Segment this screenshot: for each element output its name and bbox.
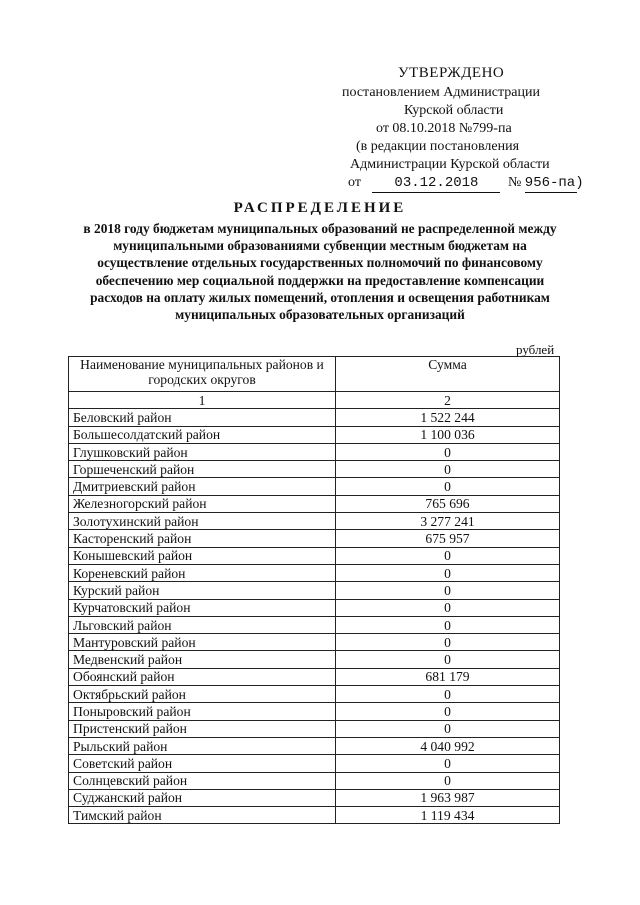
district-sum-cell: 0 <box>336 686 560 703</box>
district-name-cell: Пристенский район <box>69 720 336 737</box>
district-sum-cell: 0 <box>336 443 560 460</box>
document-subtitle: в 2018 году бюджетам муниципальных образований не распределенной между муниципальными образованиями субвенции местным бюджетам на осуществление отдельных государственных полномочий по финансовому обеспечению мер социальной поддержки на предоставление компенсации расходов на оплату жилых помещений, отопления и освещения работникам муниципальных образовательных организаций <box>83 221 557 323</box>
amendment-date-prefix: от <box>348 175 361 190</box>
currency-units: рублей <box>516 342 555 357</box>
approval-line-5: Администрации Курской области <box>350 157 550 172</box>
district-name-cell: Суджанский район <box>69 789 336 806</box>
district-sum-cell: 0 <box>336 478 560 495</box>
district-name-cell: Кореневский район <box>69 564 336 581</box>
document-title: РАСПРЕДЕЛЕНИЕ <box>233 200 407 216</box>
table-row <box>69 530 560 547</box>
table-header-row <box>69 357 560 392</box>
table-row <box>69 651 560 668</box>
table-row <box>69 461 560 478</box>
table-row <box>69 616 560 633</box>
district-name-cell: Советский район <box>69 755 336 772</box>
column-number-row <box>69 392 560 409</box>
table-row <box>69 409 560 426</box>
table-row <box>69 582 560 599</box>
approval-line-4: (в редакции постановления <box>356 139 520 154</box>
table-row <box>69 772 560 789</box>
district-sum-cell: 1 100 036 <box>336 426 560 443</box>
table-row <box>69 599 560 616</box>
table-row <box>69 755 560 772</box>
district-name-cell: Мантуровский район <box>69 634 336 651</box>
table-row <box>69 547 560 564</box>
district-sum-cell: 0 <box>336 720 560 737</box>
district-name-cell: Октябрьский район <box>69 686 336 703</box>
table-row <box>69 495 560 512</box>
district-name-cell: Железногорский район <box>69 495 336 512</box>
district-sum-cell: 0 <box>336 599 560 616</box>
district-sum-cell: 0 <box>336 755 560 772</box>
approval-title: УТВЕРЖДЕНО <box>398 65 505 81</box>
district-name-cell: Льговский район <box>69 616 336 633</box>
table-row <box>69 426 560 443</box>
table-row <box>69 634 560 651</box>
district-name-cell: Курчатовский район <box>69 599 336 616</box>
table-row <box>69 686 560 703</box>
table-row <box>69 443 560 460</box>
district-name-cell: Касторенский район <box>69 530 336 547</box>
distribution-table <box>68 356 560 824</box>
table-row <box>69 478 560 495</box>
district-name-cell: Солнцевский район <box>69 772 336 789</box>
amendment-number-label: № <box>507 175 522 190</box>
district-name-cell: Золотухинский район <box>69 513 336 530</box>
district-sum-cell: 0 <box>336 651 560 668</box>
table-row <box>69 564 560 581</box>
table-row <box>69 720 560 737</box>
table-row <box>69 789 560 806</box>
district-sum-cell: 1 963 987 <box>336 789 560 806</box>
table-row <box>69 513 560 530</box>
approval-line-6 <box>348 174 584 193</box>
table-row <box>69 703 560 720</box>
table-row <box>69 737 560 754</box>
district-sum-cell: 0 <box>336 582 560 599</box>
district-sum-cell: 3 277 241 <box>336 513 560 530</box>
district-sum-cell: 675 957 <box>336 530 560 547</box>
column-number-2: 2 <box>336 392 560 409</box>
district-sum-cell: 4 040 992 <box>336 737 560 754</box>
district-name-cell: Рыльский район <box>69 737 336 754</box>
approval-line-1: постановлением Администрации <box>342 85 540 100</box>
district-sum-cell: 0 <box>336 461 560 478</box>
district-sum-cell: 1 119 434 <box>336 807 560 824</box>
district-sum-cell: 0 <box>336 634 560 651</box>
district-name-cell: Курский район <box>69 582 336 599</box>
district-name-cell: Медвенский район <box>69 651 336 668</box>
table-row <box>69 807 560 824</box>
table-body <box>69 409 560 824</box>
district-name-cell: Обоянский район <box>69 668 336 685</box>
district-name-cell: Большесолдатский район <box>69 426 336 443</box>
district-name-cell: Глушковский район <box>69 443 336 460</box>
header-name-cell: Наименование муниципальных районов и городских округов <box>69 357 336 392</box>
amendment-date: 03.12.2018 <box>372 174 500 193</box>
district-sum-cell: 765 696 <box>336 495 560 512</box>
district-sum-cell: 0 <box>336 772 560 789</box>
district-name-cell: Конышевский район <box>69 547 336 564</box>
district-name-cell: Тимский район <box>69 807 336 824</box>
amendment-number: 956-па) <box>524 175 584 191</box>
district-name-cell: Беловский район <box>69 409 336 426</box>
district-sum-cell: 0 <box>336 547 560 564</box>
approval-line-2: Курской области <box>404 103 504 118</box>
district-sum-cell: 0 <box>336 703 560 720</box>
approval-line-3: от 08.10.2018 №799-па <box>376 121 512 136</box>
header-sum-cell: Сумма <box>336 357 560 392</box>
district-sum-cell: 0 <box>336 616 560 633</box>
district-sum-cell: 681 179 <box>336 668 560 685</box>
district-sum-cell: 1 522 244 <box>336 409 560 426</box>
district-name-cell: Горшеченский район <box>69 461 336 478</box>
district-sum-cell: 0 <box>336 564 560 581</box>
district-name-cell: Дмитриевский район <box>69 478 336 495</box>
table-row <box>69 668 560 685</box>
column-number-1: 1 <box>69 392 336 409</box>
district-name-cell: Поныровский район <box>69 703 336 720</box>
